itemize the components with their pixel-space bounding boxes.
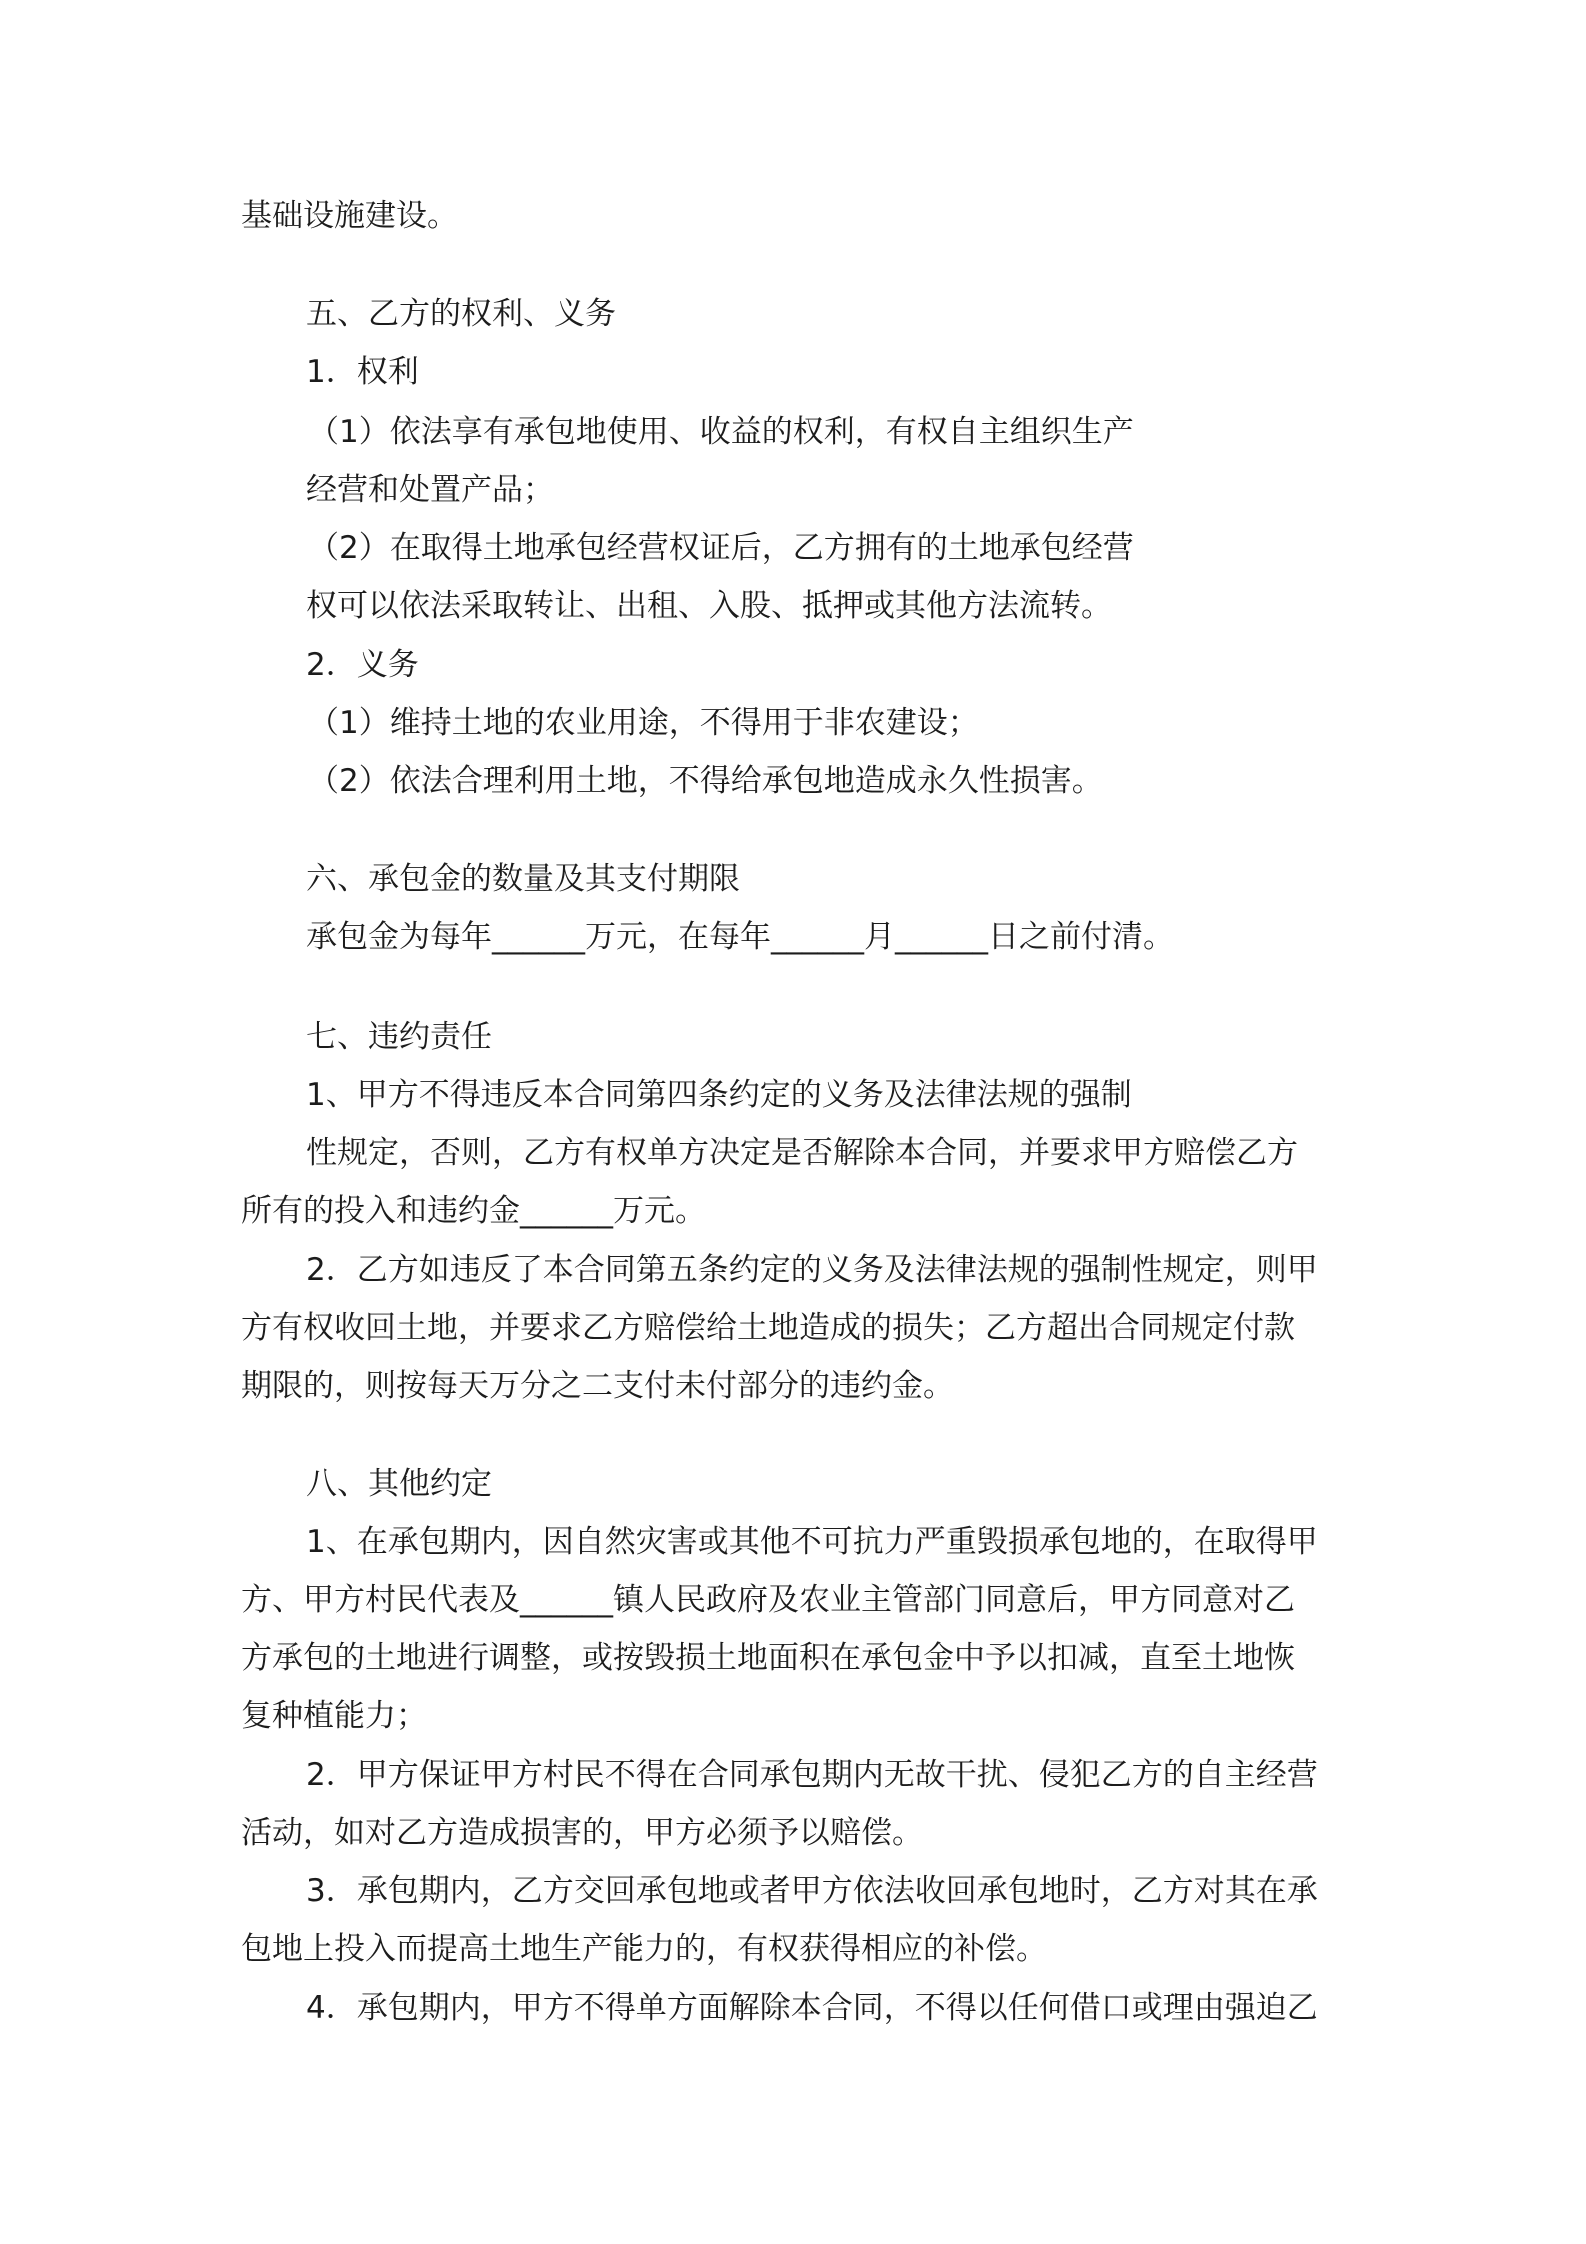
section-heading: 五、乙方的权利、义务 bbox=[306, 296, 616, 332]
text-line: 1、在承包期内，因自然灾害或其他不可抗力严重毁损承包地的，在取得甲 bbox=[306, 1524, 1318, 1560]
text-line: （2）在取得土地承包经营权证后，乙方拥有的土地承包经营 bbox=[308, 530, 1134, 566]
text-line: 承包金为每年______万元，在每年______月______日之前付清。 bbox=[306, 919, 1174, 955]
section-heading: 六、承包金的数量及其支付期限 bbox=[306, 861, 740, 897]
text-line: 2．乙方如违反了本合同第五条约定的义务及法律法规的强制性规定，则甲 bbox=[306, 1252, 1318, 1288]
section-heading: 八、其他约定 bbox=[306, 1466, 492, 1502]
section-heading: 七、违约责任 bbox=[306, 1019, 492, 1055]
text-line: 基础设施建设。 bbox=[241, 198, 458, 234]
text-line: 包地上投入而提高土地生产能力的，有权获得相应的补偿。 bbox=[241, 1931, 1047, 1967]
text-line: 4．承包期内，甲方不得单方面解除本合同，不得以任何借口或理由强迫乙 bbox=[306, 1990, 1318, 2026]
text-line: 1、甲方不得违反本合同第四条约定的义务及法律法规的强制 bbox=[306, 1077, 1132, 1113]
text-line: 期限的，则按每天万分之二支付未付部分的违约金。 bbox=[241, 1368, 954, 1404]
text-line: 方有权收回土地，并要求乙方赔偿给土地造成的损失；乙方超出合同规定付款 bbox=[241, 1310, 1295, 1346]
text-line: 经营和处置产品； bbox=[306, 472, 554, 508]
subsection-heading: 2．义务 bbox=[306, 647, 419, 683]
text-line: （2）依法合理利用土地，不得给承包地造成永久性损害。 bbox=[308, 763, 1103, 799]
text-line: 2．甲方保证甲方村民不得在合同承包期内无故干扰、侵犯乙方的自主经营 bbox=[306, 1757, 1318, 1793]
text-line: 权可以依法采取转让、出租、入股、抵押或其他方法流转。 bbox=[306, 588, 1112, 624]
text-line: （1）依法享有承包地使用、收益的权利，有权自主组织生产 bbox=[308, 414, 1134, 450]
text-line: 方、甲方村民代表及______镇人民政府及农业主管部门同意后，甲方同意对乙 bbox=[241, 1582, 1295, 1618]
subsection-heading: 1．权利 bbox=[306, 354, 419, 390]
text-line: 3．承包期内，乙方交回承包地或者甲方依法收回承包地时，乙方对其在承 bbox=[306, 1873, 1318, 1909]
text-line: 所有的投入和违约金______万元。 bbox=[241, 1193, 706, 1229]
text-line: 性规定，否则，乙方有权单方决定是否解除本合同，并要求甲方赔偿乙方 bbox=[306, 1135, 1298, 1171]
text-line: 活动，如对乙方造成损害的，甲方必须予以赔偿。 bbox=[241, 1815, 923, 1851]
text-line: 复种植能力； bbox=[241, 1698, 427, 1734]
text-line: 方承包的土地进行调整，或按毁损土地面积在承包金中予以扣减，直至土地恢 bbox=[241, 1640, 1295, 1676]
text-line: （1）维持土地的农业用途，不得用于非农建设； bbox=[308, 705, 979, 741]
